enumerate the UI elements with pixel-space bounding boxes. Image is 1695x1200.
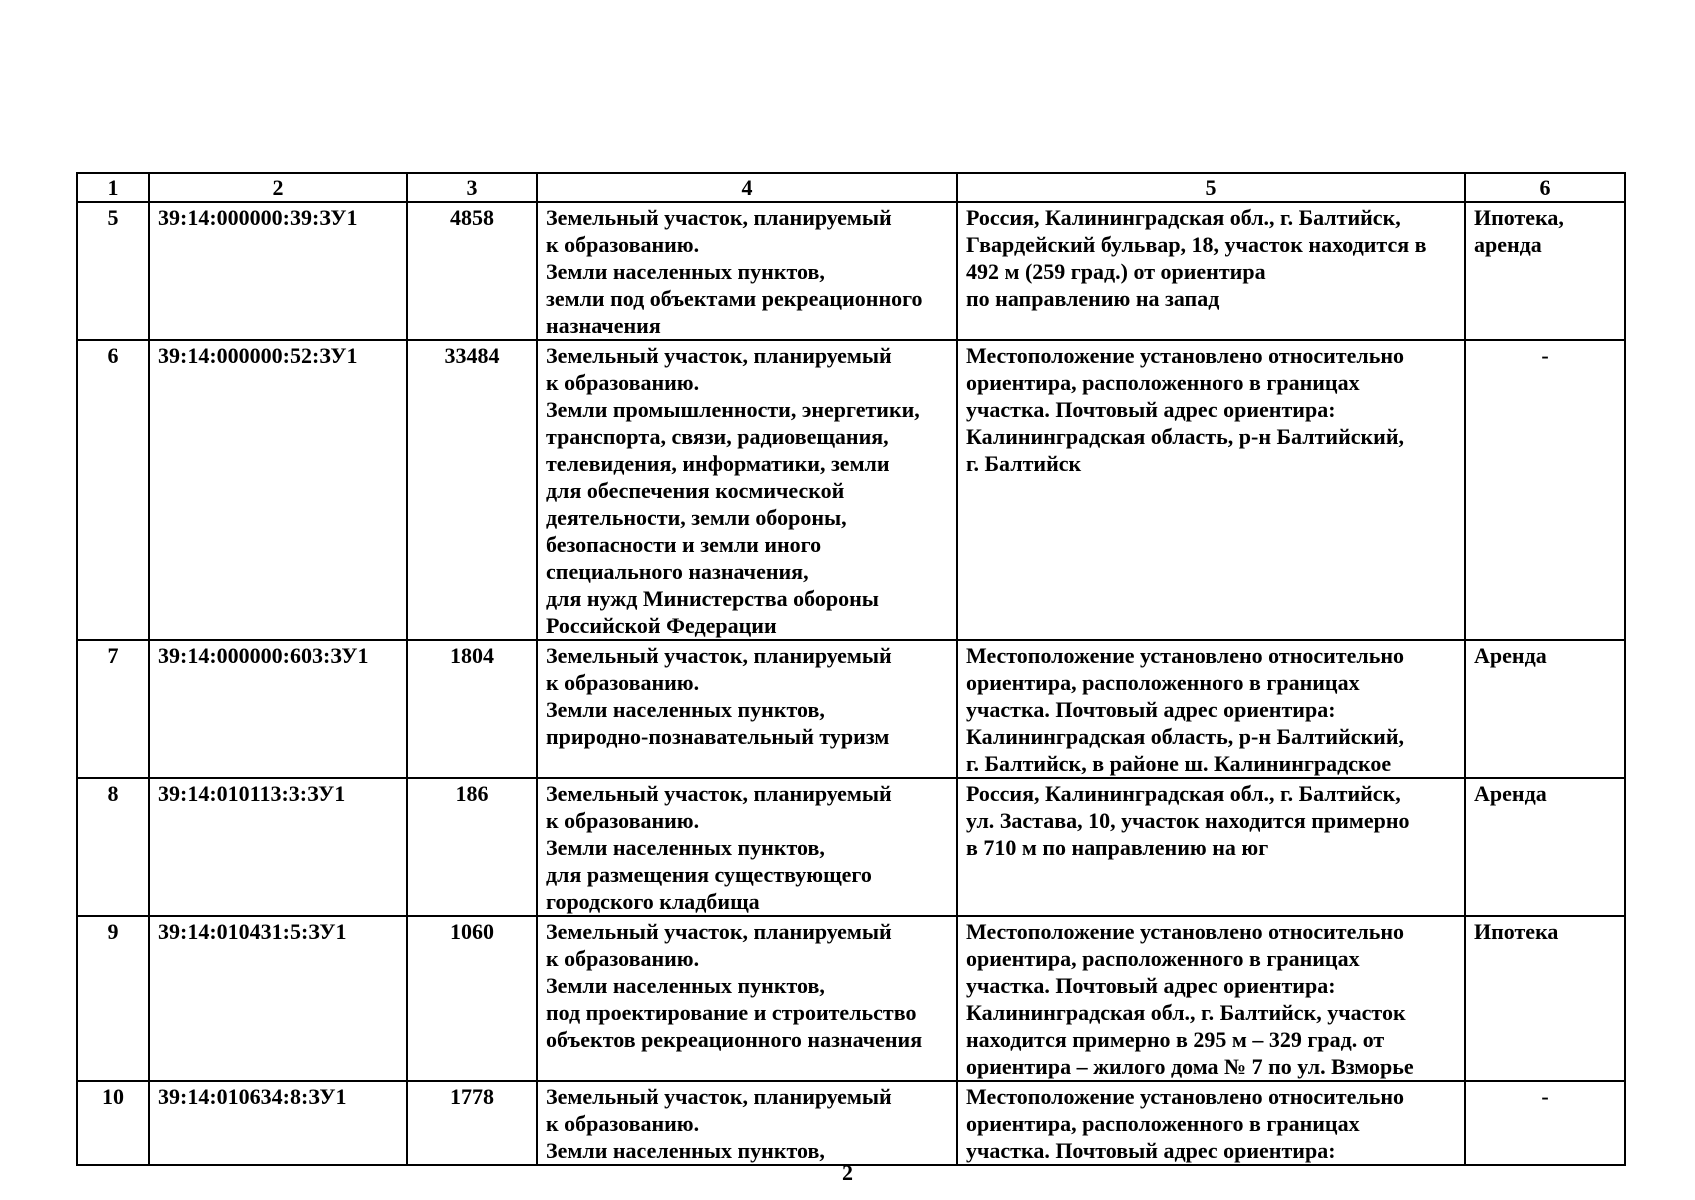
description-line: транспорта, связи, радиовещания, bbox=[546, 424, 889, 449]
description-line: к образованию. bbox=[546, 946, 700, 971]
plot-area: 4858 bbox=[407, 202, 537, 340]
cadastral-number: 39:14:000000:52:ЗУ1 bbox=[149, 340, 407, 640]
encumbrance bbox=[1465, 202, 1625, 340]
plot-area: 1778 bbox=[407, 1081, 537, 1165]
encumbrance bbox=[1465, 1081, 1625, 1165]
encumbrance bbox=[1465, 916, 1625, 1081]
description-line: для размещения существующего bbox=[546, 862, 872, 887]
cadastral-number: 39:14:010431:5:ЗУ1 bbox=[149, 916, 407, 1081]
cadastral-number: 39:14:000000:603:ЗУ1 bbox=[149, 640, 407, 778]
location-line: 492 м (259 град.) от ориентира bbox=[966, 259, 1266, 284]
description-line: городского кладбища bbox=[546, 889, 760, 914]
cadastral-number: 39:14:010113:3:ЗУ1 bbox=[149, 778, 407, 916]
location-line: участка. Почтовый адрес ориентира: bbox=[966, 397, 1336, 422]
description-line: назначения bbox=[546, 313, 661, 338]
description-line: земли под объектами рекреационного bbox=[546, 286, 923, 311]
location-line: в 710 м по направлению на юг bbox=[966, 835, 1269, 860]
cadastral-number: 39:14:010634:8:ЗУ1 bbox=[149, 1081, 407, 1165]
encumbrance-line: - bbox=[1541, 343, 1549, 368]
plot-description bbox=[537, 640, 957, 778]
description-line: Земли промышленности, энергетики, bbox=[546, 397, 920, 422]
location-line: Россия, Калининградская обл., г. Балтийск, bbox=[966, 781, 1401, 806]
description-line: Земли населенных пунктов, bbox=[546, 1138, 825, 1163]
location-line: Калининградская область, р-н Балтийский, bbox=[966, 724, 1405, 749]
plot-location bbox=[957, 340, 1465, 640]
plot-description bbox=[537, 340, 957, 640]
description-line: объектов рекреационного назначения bbox=[546, 1027, 923, 1052]
description-line: специального назначения, bbox=[546, 559, 809, 584]
plot-description bbox=[537, 916, 957, 1081]
description-line: Земли населенных пунктов, bbox=[546, 697, 825, 722]
location-line: Местоположение установлено относительно bbox=[966, 919, 1405, 944]
row-number: 6 bbox=[77, 340, 149, 640]
plot-location bbox=[957, 778, 1465, 916]
encumbrance-line: - bbox=[1541, 1084, 1549, 1109]
header-col-5: 5 bbox=[957, 173, 1465, 202]
location-line: находится примерно в 295 м – 329 град. от bbox=[966, 1027, 1385, 1052]
description-line: к образованию. bbox=[546, 670, 700, 695]
location-line: участка. Почтовый адрес ориентира: bbox=[966, 1138, 1336, 1163]
location-line: Местоположение установлено относительно bbox=[966, 643, 1405, 668]
plot-location bbox=[957, 916, 1465, 1081]
row-number: 5 bbox=[77, 202, 149, 340]
description-line: Земельный участок, планируемый bbox=[546, 781, 892, 806]
location-line: Калининградская обл., г. Балтийск, участок bbox=[966, 1000, 1406, 1025]
header-col-3: 3 bbox=[407, 173, 537, 202]
encumbrance bbox=[1465, 640, 1625, 778]
location-line: ориентира, расположенного в границах bbox=[966, 670, 1360, 695]
description-line: деятельности, земли обороны, bbox=[546, 505, 847, 530]
location-line: ориентира – жилого дома № 7 по ул. Взморье bbox=[966, 1054, 1414, 1079]
plot-description bbox=[537, 778, 957, 916]
table-row bbox=[77, 640, 1625, 778]
table-row bbox=[77, 916, 1625, 1081]
description-line: под проектирование и строительство bbox=[546, 1000, 917, 1025]
description-line: для нужд Министерства обороны bbox=[546, 586, 879, 611]
description-line: к образованию. bbox=[546, 1111, 700, 1136]
description-line: Российской Федерации bbox=[546, 613, 777, 638]
location-line: г. Балтийск bbox=[966, 451, 1082, 476]
plot-location bbox=[957, 1081, 1465, 1165]
description-line: Земельный участок, планируемый bbox=[546, 1084, 892, 1109]
table-row bbox=[77, 202, 1625, 340]
location-line: Местоположение установлено относительно bbox=[966, 343, 1405, 368]
header-col-2: 2 bbox=[149, 173, 407, 202]
table-header-row bbox=[77, 173, 1625, 202]
table-row bbox=[77, 1081, 1625, 1165]
plot-area: 1804 bbox=[407, 640, 537, 778]
description-line: природно-познавательный туризм bbox=[546, 724, 890, 749]
header-col-6: 6 bbox=[1465, 173, 1625, 202]
description-line: для обеспечения космической bbox=[546, 478, 845, 503]
location-line: г. Балтийск, в районе ш. Калининградское bbox=[966, 751, 1392, 776]
cadastral-number: 39:14:000000:39:ЗУ1 bbox=[149, 202, 407, 340]
land-plot-table bbox=[76, 172, 1626, 1166]
location-line: ориентира, расположенного в границах bbox=[966, 1111, 1360, 1136]
location-line: ориентира, расположенного в границах bbox=[966, 370, 1360, 395]
description-line: Земельный участок, планируемый bbox=[546, 343, 892, 368]
encumbrance bbox=[1465, 340, 1625, 640]
plot-description bbox=[537, 202, 957, 340]
row-number: 10 bbox=[77, 1081, 149, 1165]
row-number: 8 bbox=[77, 778, 149, 916]
description-line: Земли населенных пунктов, bbox=[546, 259, 825, 284]
header-col-1: 1 bbox=[77, 173, 149, 202]
location-line: по направлению на запад bbox=[966, 286, 1220, 311]
plot-location bbox=[957, 202, 1465, 340]
location-line: Местоположение установлено относительно bbox=[966, 1084, 1405, 1109]
page-number: 2 bbox=[842, 1160, 853, 1185]
description-line: телевидения, информатики, земли bbox=[546, 451, 890, 476]
encumbrance-line: Аренда bbox=[1474, 781, 1547, 806]
row-number: 9 bbox=[77, 916, 149, 1081]
description-line: к образованию. bbox=[546, 370, 700, 395]
row-number: 7 bbox=[77, 640, 149, 778]
location-line: ул. Застава, 10, участок находится примерно bbox=[966, 808, 1410, 833]
location-line: Россия, Калининградская обл., г. Балтийск, bbox=[966, 205, 1401, 230]
description-line: безопасности и земли иного bbox=[546, 532, 822, 557]
plot-area: 1060 bbox=[407, 916, 537, 1081]
encumbrance-line: Аренда bbox=[1474, 643, 1547, 668]
header-col-4: 4 bbox=[537, 173, 957, 202]
location-line: Гвардейский бульвар, 18, участок находится в bbox=[966, 232, 1427, 257]
plot-location bbox=[957, 640, 1465, 778]
encumbrance-line: Ипотека, bbox=[1474, 205, 1564, 230]
encumbrance bbox=[1465, 778, 1625, 916]
plot-area: 33484 bbox=[407, 340, 537, 640]
description-line: Земли населенных пунктов, bbox=[546, 973, 825, 998]
description-line: Земельный участок, планируемый bbox=[546, 205, 892, 230]
plot-area: 186 bbox=[407, 778, 537, 916]
location-line: ориентира, расположенного в границах bbox=[966, 946, 1360, 971]
location-line: участка. Почтовый адрес ориентира: bbox=[966, 697, 1336, 722]
plot-description bbox=[537, 1081, 957, 1165]
description-line: к образованию. bbox=[546, 232, 700, 257]
description-line: Земельный участок, планируемый bbox=[546, 643, 892, 668]
description-line: Земли населенных пунктов, bbox=[546, 835, 825, 860]
location-line: Калининградская область, р-н Балтийский, bbox=[966, 424, 1405, 449]
table-row bbox=[77, 340, 1625, 640]
location-line: участка. Почтовый адрес ориентира: bbox=[966, 973, 1336, 998]
description-line: Земельный участок, планируемый bbox=[546, 919, 892, 944]
description-line: к образованию. bbox=[546, 808, 700, 833]
encumbrance-line: Ипотека bbox=[1474, 919, 1559, 944]
encumbrance-line: аренда bbox=[1474, 232, 1542, 257]
table-row bbox=[77, 778, 1625, 916]
